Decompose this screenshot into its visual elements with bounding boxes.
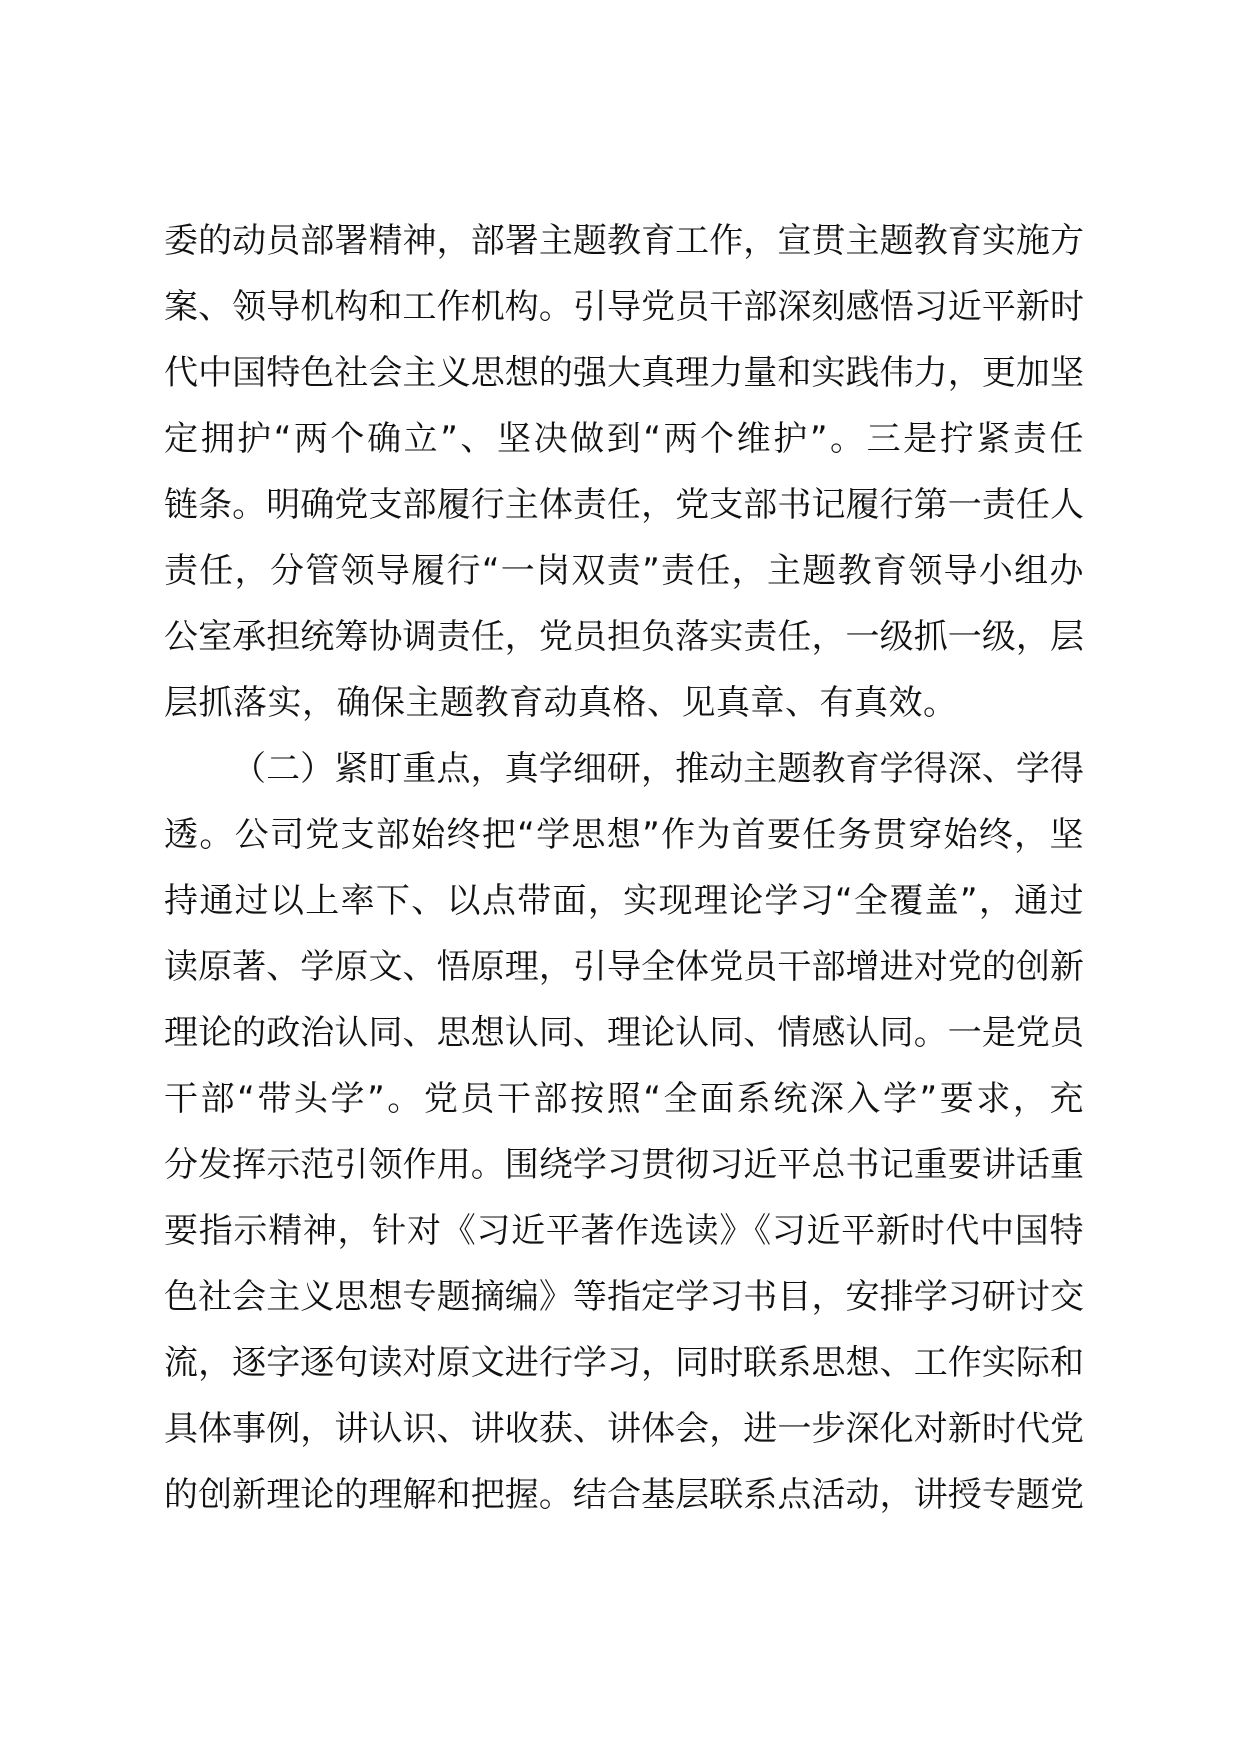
text-line: 委的动员部署精神，部署主题教育工作，宣贯主题教育实施方	[164, 221, 1084, 261]
text-line: 责任，分管领导履行“一岗双责”责任，主题教育领导小组办	[164, 551, 1084, 591]
text-line: 定拥护“两个确立”、坚决做到“两个维护”。三是拧紧责任	[164, 419, 1084, 459]
text-line: 的创新理论的理解和把握。结合基层联系点活动，讲授专题党	[164, 1475, 1084, 1515]
text-line: 链条。明确党支部履行主体责任，党支部书记履行第一责任人	[164, 485, 1084, 525]
text-line: 持通过以上率下、以点带面，实现理论学习“全覆盖”，通过	[164, 881, 1084, 921]
text-line: 代中国特色社会主义思想的强大真理力量和实践伟力，更加坚	[164, 353, 1084, 393]
text-line: 案、领导机构和工作机构。引导党员干部深刻感悟习近平新时	[164, 287, 1084, 327]
text-line: 读原著、学原文、悟原理，引导全体党员干部增进对党的创新	[164, 947, 1084, 987]
text-line: 理论的政治认同、思想认同、理论认同、情感认同。一是党员	[164, 1013, 1084, 1053]
text-line: 色社会主义思想专题摘编》等指定学习书目，安排学习研讨交	[164, 1277, 1084, 1317]
paragraph-end-line: 层抓落实，确保主题教育动真格、见真章、有真效。	[164, 683, 958, 723]
text-line: 流，逐字逐句读对原文进行学习，同时联系思想、工作实际和	[164, 1343, 1084, 1383]
text-line: 要指示精神，针对《习近平著作选读》《习近平新时代中国特	[164, 1211, 1084, 1251]
text-line: 分发挥示范引领作用。围绕学习贯彻习近平总书记重要讲话重	[164, 1145, 1084, 1185]
section-heading-line: （二）紧盯重点，真学细研，推动主题教育学得深、学得	[232, 749, 1084, 789]
text-line: 干部“带头学”。党员干部按照“全面系统深入学”要求，充	[164, 1079, 1084, 1119]
text-line: 透。公司党支部始终把“学思想”作为首要任务贯穿始终，坚	[164, 815, 1084, 855]
text-line: 具体事例，讲认识、讲收获、讲体会，进一步深化对新时代党	[164, 1409, 1084, 1449]
text-line: 公室承担统筹协调责任，党员担负落实责任，一级抓一级，层	[164, 617, 1084, 657]
body-text	[164, 208, 1084, 1528]
